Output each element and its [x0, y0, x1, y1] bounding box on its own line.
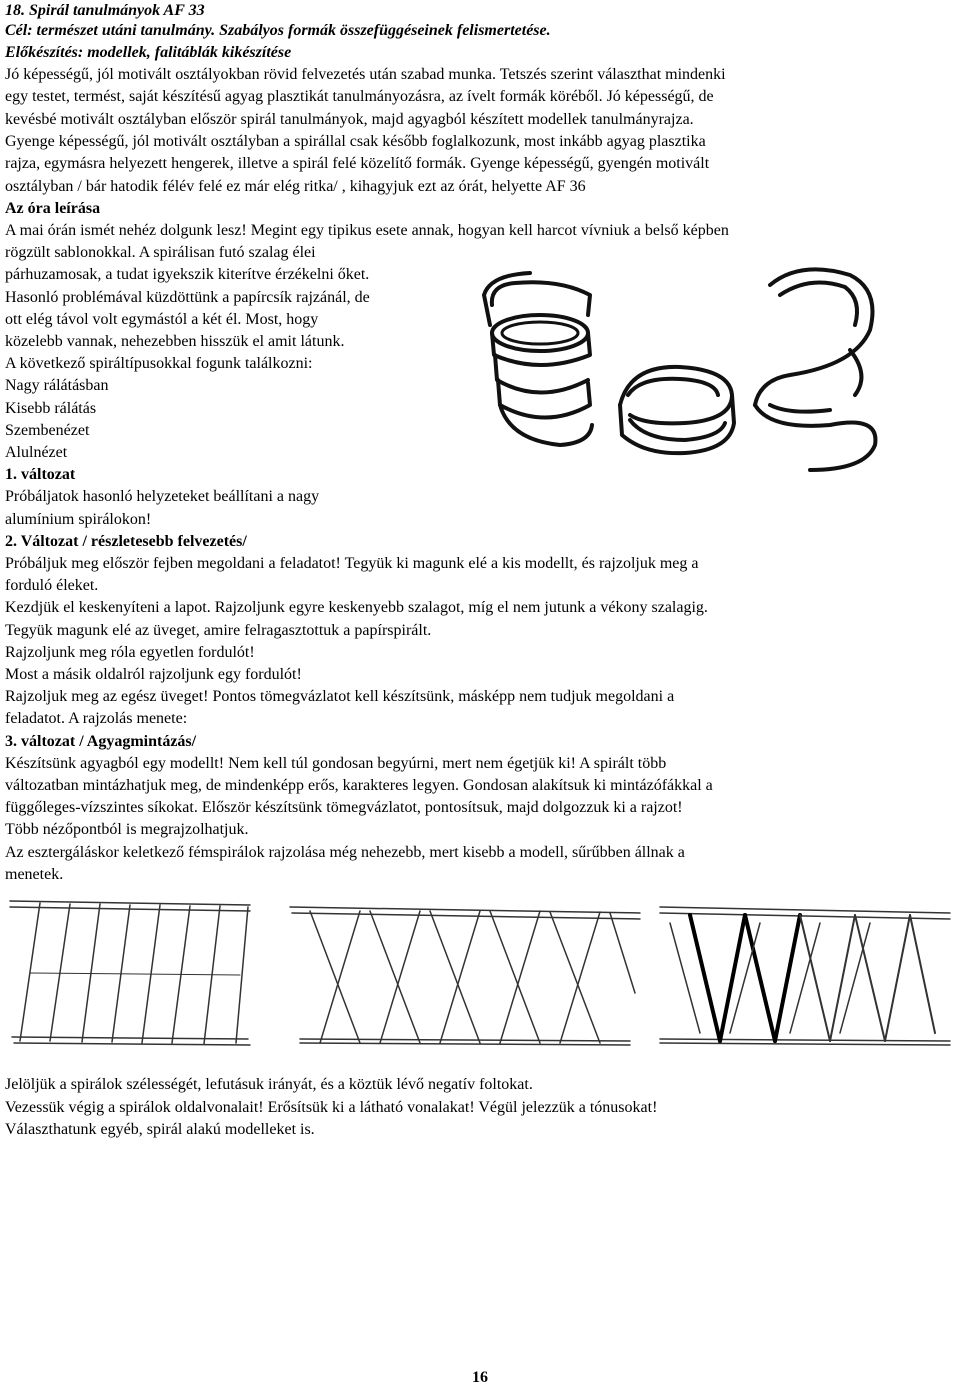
lesson-heading: Az óra leírása [5, 200, 101, 217]
metal-spiral-sketch-1 [10, 901, 250, 1045]
goal-line: Cél: természet utáni tanulmány. Szabályos formák összefüggéseinek felismertetése. [5, 22, 551, 39]
metal-spiral-sketch-2 [290, 907, 640, 1045]
variant3-heading: 3. változat / Agyagmintázás/ [5, 733, 197, 750]
metal-spiral-sketches [0, 893, 960, 1063]
variant3-line: Készítsünk agyagból egy modellt! Nem kell túl gondosan begyúrni, mert nem égetjük ki! A spirált több [5, 755, 667, 772]
spiral-type-item: Nagy rálátásban [5, 377, 109, 394]
spiral-type-item: Alulnézet [5, 444, 68, 461]
variant2-heading: 2. Változat / részletesebb felvezetés/ [5, 533, 247, 550]
variant3-line: Több nézőpontból is megrajzolhatjuk. [5, 821, 249, 838]
spiral-band-sketches [470, 255, 890, 485]
intro-line: Gyenge képességű, jól motivált osztályban a spirállal csak később foglalkozunk, most inkább agyag plasztika [5, 133, 706, 150]
variant3-line: Az esztergáláskor keletkező fémspirálok rajzolása még nehezebb, mert kisebb a modell, sűrűbben állnak a [5, 844, 685, 861]
intro-line: rajza, egymásra helyezett hengerek, illetve a spirál felé közelítő formák. Gyenge képességű, gyengén motivált [5, 155, 710, 172]
page-title: 18. Spirál tanulmányok AF 33 [5, 2, 205, 19]
variant2-line: Rajzoljunk meg róla egyetlen fordulót! [5, 644, 255, 661]
variant2-line: Kezdjük el keskenyíteni a lapot. Rajzoljunk egyre keskenyebb szalagot, míg el nem jutunk a vékony szalagig. [5, 599, 708, 616]
spiral-type-item: Szembenézet [5, 422, 90, 439]
metal-spiral-sketch-3 [660, 907, 950, 1045]
variant3-line: menetek. [5, 866, 64, 883]
lesson-line: A következő spiráltípusokkal fogunk találkozni: [5, 355, 313, 372]
variant2-line: forduló éleket. [5, 577, 99, 594]
variant2-line: Próbáljuk meg először fejben megoldani a feladatot! Tegyük ki magunk elé a kis modellt, és rajzoljuk meg a [5, 555, 699, 572]
variant3-line: változatban mintázhatjuk meg, de mindenképp erős, karakteres legyen. Gondosan alakítsuk ki mintázófákkal a [5, 777, 713, 794]
spiral-sketch-side-view [620, 367, 734, 453]
page-number: 16 [472, 1369, 488, 1386]
variant1-line: alumínium spirálokon! [5, 511, 152, 528]
variant1-line: Próbáljatok hasonló helyzeteket beállítani a nagy [5, 488, 320, 505]
variant2-line: feladatot. A rajzolás menete: [5, 710, 188, 727]
variant2-line: Most a másik oldalról rajzoljunk egy fordulót! [5, 666, 302, 683]
spiral-sketch-high-view [484, 273, 592, 445]
intro-line: egy testet, termést, saját készítésű agyag plasztikát tanulmányozásra, az ívelt formák köréből. Jó képességű, de [5, 88, 714, 105]
lesson-line: párhuzamosak, a tudat igyekszik kiterítve érzékelni őket. [5, 266, 370, 283]
variant2-line: Tegyük magunk elé az üveget, amire felragasztottuk a papírspirált. [5, 622, 432, 639]
intro-line: kevésbé motivált osztályban először spirál tanulmányok, majd agyagból készített modellek tanulmányrajza. [5, 111, 694, 128]
lesson-line: rögzült sablonokkal. A spirálisan futó szalag élei [5, 244, 316, 261]
lesson-line: ott elég távol volt egymástól a két él. Most, hogy [5, 311, 319, 328]
intro-line: osztályban / bár hatodik félév felé ez már elég ritka/ , kihagyjuk ezt az órát, helyette AF 36 [5, 178, 586, 195]
variant3-line: függőleges-vízszintes síkokat. Először készítsünk tömegvázlatot, pontosítsuk, majd dolgozzuk ki a rajzot! [5, 799, 683, 816]
spiral-type-item: Kisebb rálátás [5, 400, 97, 417]
closing-line: Jelöljük a spirálok szélességét, lefutásuk irányát, és a köztük lévő negatív foltokat. [5, 1076, 533, 1093]
variant2-line: Rajzoljuk meg az egész üveget! Pontos tömegvázlatot kell készítsünk, másképp nem tudjuk megoldani a [5, 688, 675, 705]
preparation-line: Előkészítés: modellek, falitáblák kikészítése [5, 44, 292, 61]
lesson-line: Hasonló problémával küzdöttünk a papírcsík rajzánál, de [5, 289, 370, 306]
lesson-line: A mai órán ismét nehéz dolgunk lesz! Megint egy tipikus esete annak, hogyan kell harcot vívniuk a belső képben [5, 222, 729, 239]
lesson-line: közelebb vannak, nehezebben hisszük el amit látunk. [5, 333, 345, 350]
closing-line: Vezessük végig a spirálok oldalvonalait! Erősítsük ki a látható vonalakat! Végül jelezzük a tónusokat! [5, 1099, 658, 1116]
spiral-sketch-front-view [755, 269, 875, 470]
intro-line: Jó képességű, jól motivált osztályokban rövid felvezetés után szabad munka. Tetszés szerint választhat mindenki [5, 66, 726, 83]
closing-line: Választhatunk egyéb, spirál alakú modelleket is. [5, 1121, 315, 1138]
variant1-heading: 1. változat [5, 466, 76, 483]
